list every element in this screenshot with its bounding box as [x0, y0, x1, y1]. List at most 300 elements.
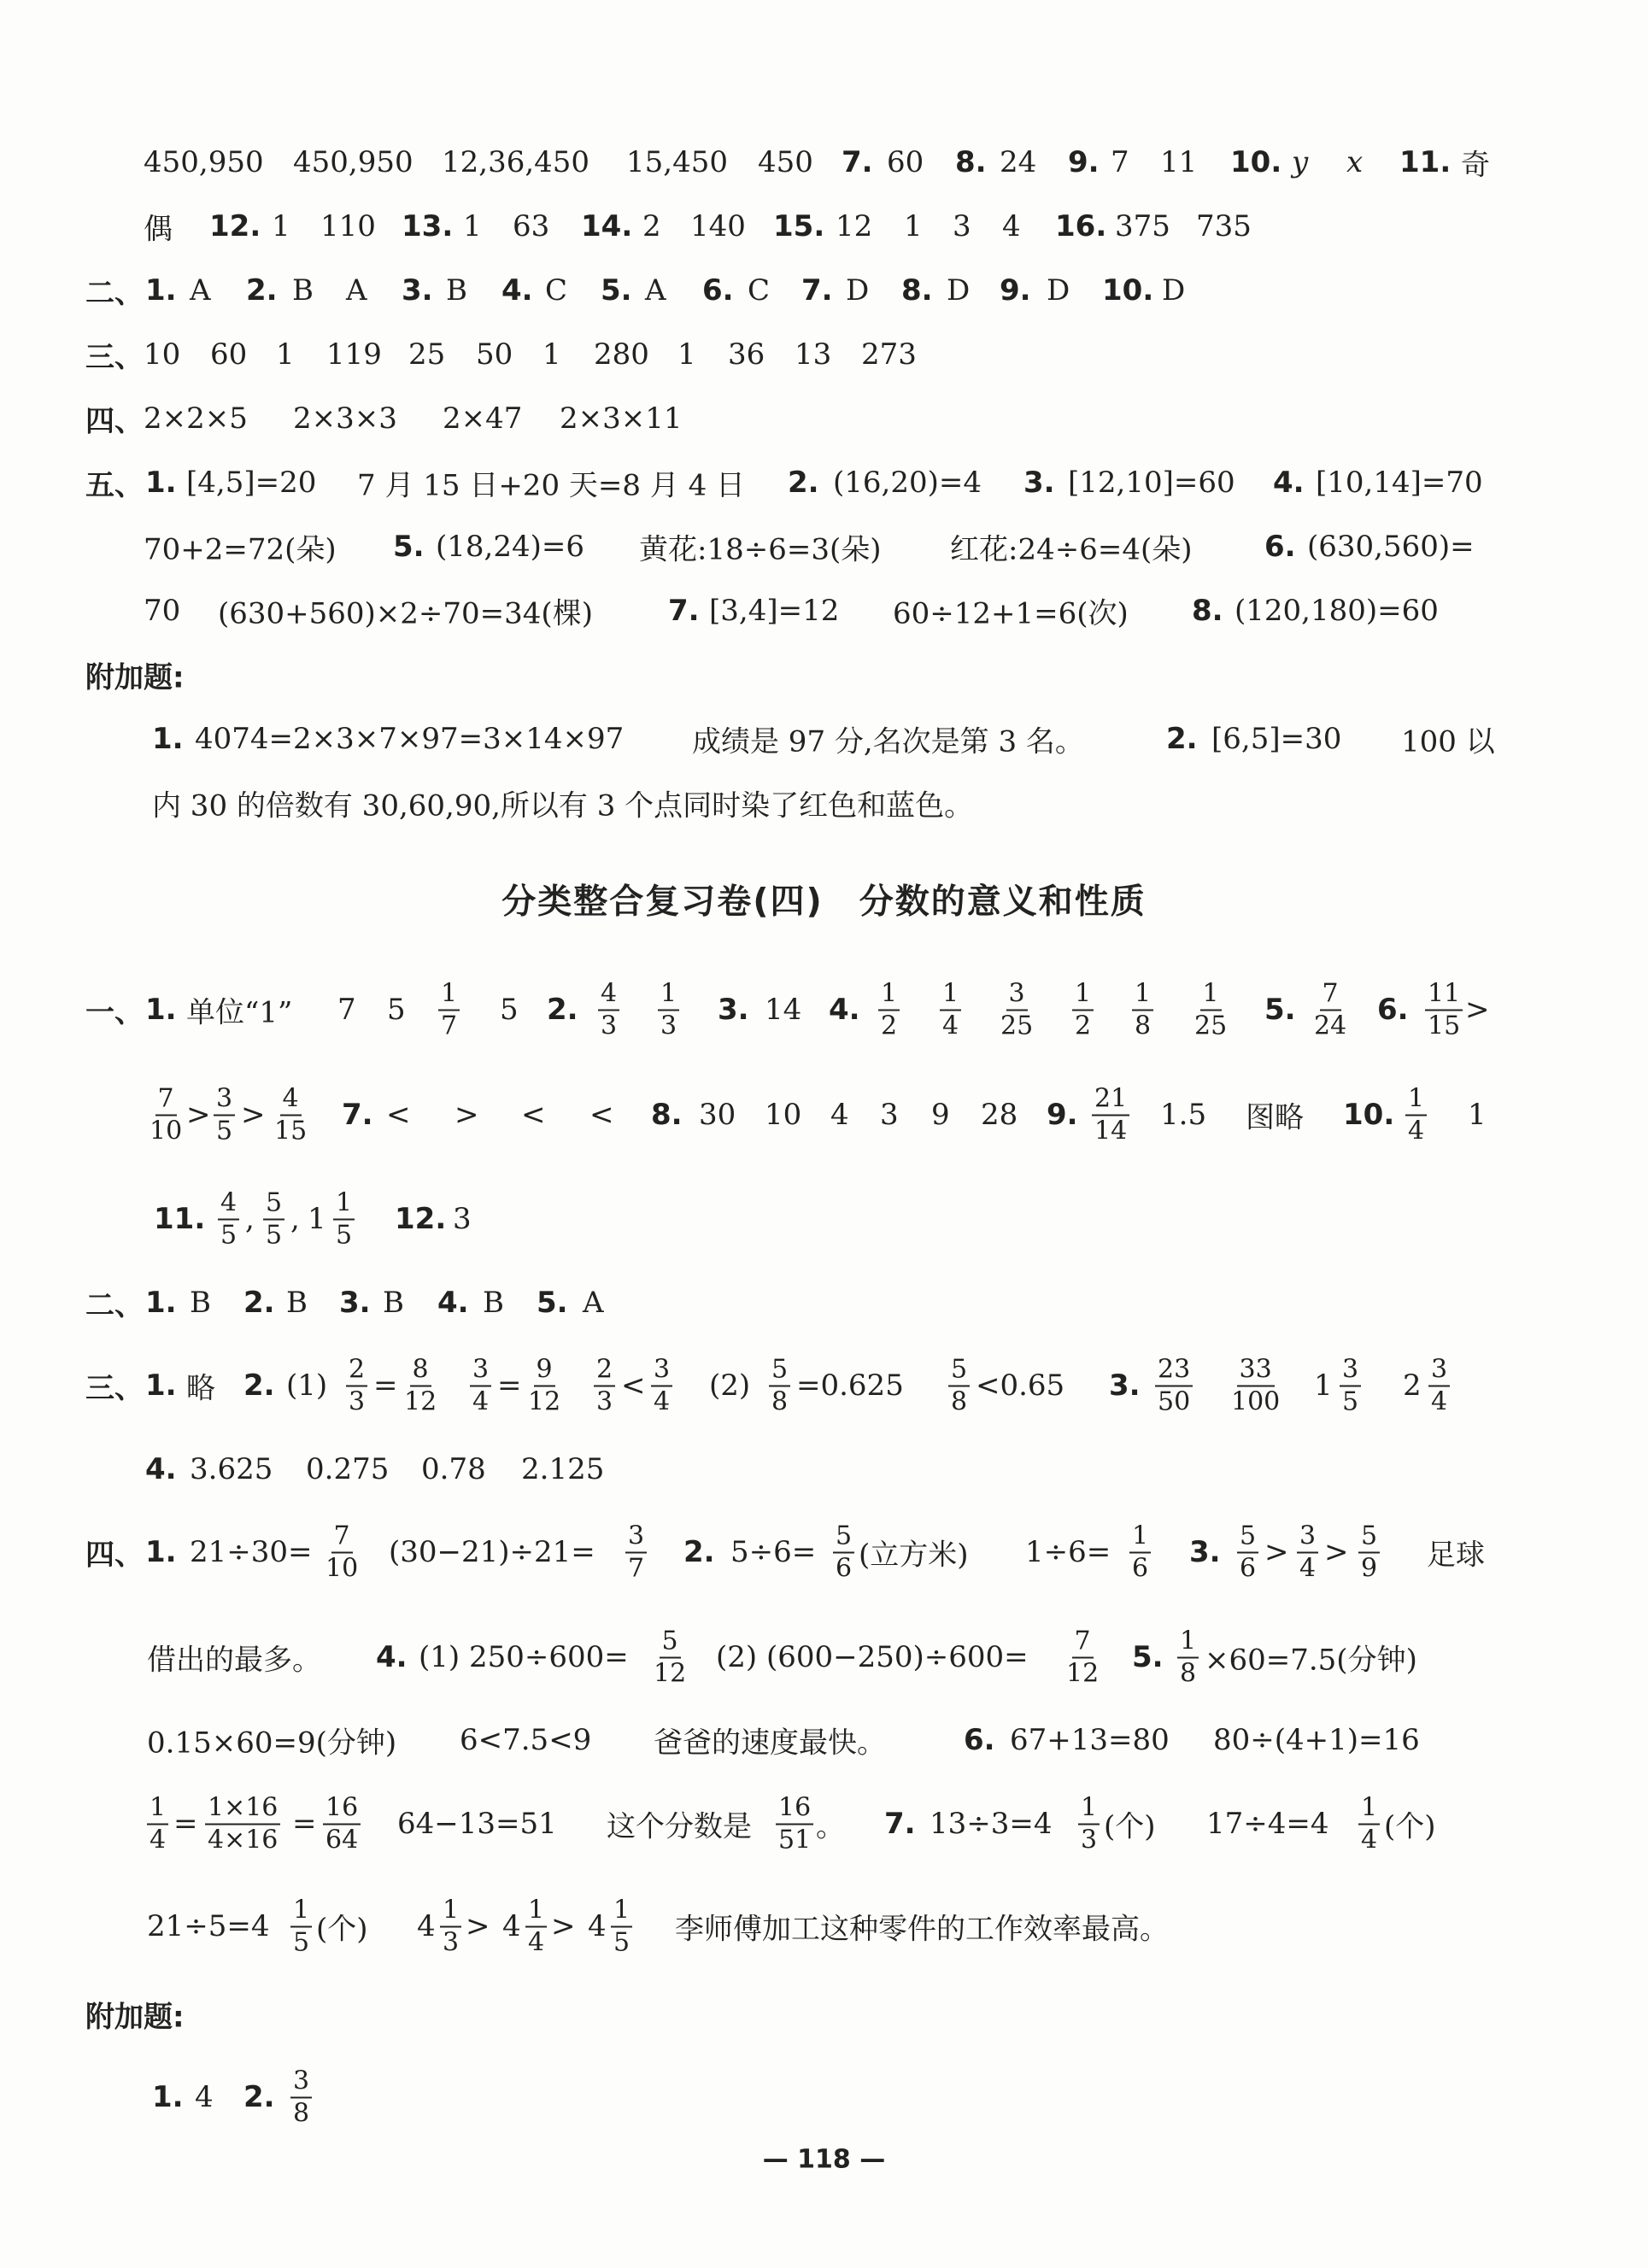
answer: 14 — [765, 993, 802, 1027]
answer: 50 — [476, 337, 513, 372]
answer: [3,4]=12 — [709, 594, 840, 628]
denominator: 8 — [1135, 1011, 1152, 1040]
numerator: 1 — [878, 981, 900, 1011]
question-number: 11. — [1399, 145, 1452, 179]
answer: 红花:24÷6=4(朵) — [950, 532, 1193, 567]
answer: 3 — [953, 209, 971, 243]
answer: (2) (600−250)÷600= — [716, 1640, 1029, 1674]
answer: 1 — [272, 209, 290, 243]
numerator: 1 — [1078, 1795, 1100, 1826]
denominator: 8 — [1180, 1658, 1197, 1688]
numerator: 4 — [280, 1086, 302, 1116]
question-number: 2. — [243, 1286, 275, 1320]
whole-number: 4 — [417, 1909, 436, 1943]
fraction — [323, 1792, 361, 1855]
answer: 30 — [699, 1098, 736, 1132]
fraction — [147, 1083, 185, 1146]
denominator: 6 — [1240, 1553, 1257, 1583]
numerator: 1 — [147, 1795, 168, 1826]
question-number: 1. — [145, 993, 177, 1027]
answer: (18,24)=6 — [436, 530, 584, 564]
numerator: 16 — [776, 1795, 813, 1826]
fraction — [651, 1354, 672, 1416]
denominator: 3 — [349, 1386, 366, 1416]
answer: 略 — [186, 1371, 215, 1406]
denominator: 4 — [150, 1825, 167, 1855]
question-number: 6. — [1264, 530, 1296, 564]
answer: 5 — [387, 993, 406, 1027]
question-number: 15. — [773, 209, 825, 243]
answer: A — [190, 273, 211, 308]
answer: 0.78 — [421, 1452, 486, 1486]
answer: 4 — [830, 1098, 849, 1132]
question-number: 1. — [152, 722, 184, 756]
answer: 7 — [337, 993, 356, 1027]
question-number: 3. — [1189, 1535, 1221, 1569]
answer: 爸爸的速度最快。 — [654, 1726, 886, 1761]
answer: 奇 — [1461, 148, 1490, 183]
answer: B — [483, 1286, 504, 1320]
fraction — [346, 1354, 367, 1416]
answer: 17÷4=4 — [1206, 1807, 1329, 1841]
symbol: < — [386, 1098, 411, 1132]
answer: 21÷30= — [190, 1535, 313, 1569]
section-label: 四、 — [85, 404, 144, 439]
question-number: 2. — [683, 1535, 715, 1569]
whole-number: 4 — [588, 1909, 607, 1943]
question-number: 1. — [145, 1368, 177, 1403]
symbol: > — [1324, 1535, 1349, 1569]
fraction — [214, 1083, 235, 1146]
answer: 100 以 — [1401, 724, 1495, 759]
denominator: 51 — [778, 1825, 812, 1855]
numerator: 8 — [410, 1357, 431, 1387]
question-number: 16. — [1055, 209, 1107, 243]
answer: 4 — [195, 2080, 214, 2114]
question-number: 8. — [651, 1098, 683, 1132]
denominator: 6 — [836, 1553, 853, 1583]
question-number: 7. — [668, 594, 700, 628]
answer: 21÷5=4 — [147, 1909, 270, 1943]
fraction — [333, 1187, 355, 1250]
numerator: 1 — [438, 981, 460, 1011]
denominator: 7 — [628, 1553, 645, 1583]
question-number: 1. — [145, 1286, 177, 1320]
answer: 450,950 — [144, 145, 264, 179]
fraction — [776, 1792, 813, 1855]
denominator: 4 — [942, 1011, 959, 1040]
numerator: 3 — [1340, 1357, 1361, 1387]
denominator: 4 — [1299, 1553, 1317, 1583]
answer: (16,20)=4 — [833, 466, 982, 500]
answer: 黄花:18÷6=3(朵) — [639, 532, 882, 567]
answer: [10,14]=70 — [1316, 466, 1483, 500]
question-number: 4. — [376, 1640, 408, 1674]
answer: 25 — [408, 337, 446, 372]
answer: 1 — [1468, 1098, 1487, 1132]
answer: 2.125 — [521, 1452, 605, 1486]
answer: A — [346, 273, 367, 308]
numerator: 1 — [611, 1897, 632, 1928]
answer: B — [190, 1286, 211, 1320]
question-number: 5. — [393, 530, 425, 564]
answer: 10 — [765, 1098, 802, 1132]
question-number: 7. — [842, 145, 873, 179]
answer: 足球 — [1427, 1538, 1485, 1573]
fraction — [205, 1792, 280, 1855]
fraction — [1092, 1083, 1129, 1146]
denominator: 3 — [443, 1927, 460, 1957]
question-number: 4. — [501, 273, 533, 308]
symbol: > — [1465, 993, 1490, 1027]
question-number: 6. — [702, 273, 734, 308]
answer: (个) — [1384, 1809, 1436, 1844]
answer: 15,450 — [626, 145, 728, 179]
denominator: 9 — [1361, 1553, 1378, 1583]
fraction — [598, 978, 619, 1040]
symbol: < — [521, 1098, 546, 1132]
question-number: 3. — [402, 273, 433, 308]
answer: 7 月 15 日+20 天=8 月 4 日 — [357, 468, 746, 503]
denominator: 5 — [216, 1116, 233, 1146]
answer: 280 — [594, 337, 649, 372]
question-number: 5. — [601, 273, 632, 308]
whole-number: 1 — [308, 1202, 326, 1236]
fraction — [1229, 1354, 1282, 1416]
answer: B — [292, 273, 314, 308]
answer: D — [846, 273, 870, 308]
numerator: 2 — [594, 1357, 615, 1387]
answer: 64−13=51 — [397, 1807, 557, 1841]
fraction — [833, 1523, 854, 1582]
question-number: 4. — [145, 1452, 177, 1486]
answer: 67+13=80 — [1010, 1723, 1170, 1757]
fraction — [769, 1354, 790, 1416]
answer: 5÷6= — [730, 1535, 817, 1569]
denominator: 12 — [654, 1658, 687, 1688]
answer: ×60=7.5(分钟) — [1205, 1643, 1417, 1678]
fraction — [1132, 978, 1153, 1040]
denominator: 4 — [528, 1927, 545, 1957]
question-number: 6. — [1377, 993, 1409, 1027]
numerator: 5 — [660, 1628, 681, 1659]
denominator: 8 — [771, 1386, 789, 1416]
denominator: 4 — [1408, 1116, 1425, 1146]
denominator: 24 — [1314, 1011, 1347, 1040]
numerator: 1 — [1358, 1795, 1380, 1826]
answer: 1 — [463, 209, 482, 243]
answer: B — [286, 1286, 308, 1320]
answer: 图略 — [1246, 1100, 1304, 1135]
denominator: 25 — [1194, 1011, 1228, 1040]
denominator: 100 — [1231, 1386, 1281, 1416]
question-number: 1. — [145, 1535, 177, 1569]
fraction — [1358, 1523, 1380, 1582]
numerator: 3 — [470, 1357, 491, 1387]
question-number: 10. — [1102, 273, 1154, 308]
question-number: 7. — [342, 1098, 373, 1132]
fraction — [658, 978, 679, 1040]
answer: 3 — [453, 1202, 472, 1236]
numerator: 21 — [1092, 1086, 1129, 1116]
numerator: 5 — [1358, 1523, 1380, 1554]
denominator: 6 — [1132, 1553, 1149, 1583]
numerator: 7 — [1320, 981, 1341, 1011]
symbol: , — [290, 1202, 300, 1236]
numerator: 3 — [625, 1523, 647, 1554]
answer: D — [1162, 273, 1186, 308]
answer: y — [1292, 145, 1309, 179]
numerator: 1×16 — [205, 1795, 280, 1826]
numerator: 1 — [940, 981, 961, 1011]
section-label: 三、 — [85, 1371, 144, 1406]
denominator: 12 — [528, 1386, 561, 1416]
numerator: 1 — [1132, 981, 1153, 1011]
question-number: 8. — [901, 273, 933, 308]
question-number: 9. — [1047, 1098, 1078, 1132]
denominator: 14 — [1094, 1116, 1128, 1146]
answer: (30−21)÷21= — [389, 1535, 595, 1569]
fraction — [323, 1523, 361, 1582]
page-number: — 118 — — [762, 2144, 886, 2175]
question-number: 6. — [964, 1723, 995, 1757]
numerator: 1 — [333, 1190, 355, 1221]
answer: =0.625 — [796, 1368, 904, 1403]
answer: 36 — [728, 337, 765, 372]
fraction — [1311, 978, 1349, 1040]
answer: 60÷12+1=6(次) — [893, 596, 1129, 631]
symbol: = — [373, 1368, 398, 1403]
question-number: 3. — [339, 1286, 371, 1320]
symbol: = — [292, 1807, 317, 1841]
question-number: 12. — [395, 1202, 447, 1236]
answer: 5 — [500, 993, 519, 1027]
question-number: 11. — [154, 1202, 206, 1236]
numerator: 5 — [1237, 1523, 1258, 1554]
answer: 1.5 — [1160, 1098, 1207, 1132]
question-number: 8. — [955, 145, 987, 179]
answer: 9 — [931, 1098, 950, 1132]
numerator: 11 — [1425, 981, 1463, 1011]
answer: 1 — [904, 209, 923, 243]
answer: (630+560)×2÷70=34(棵) — [218, 596, 593, 631]
whole-number: 1 — [1314, 1368, 1333, 1403]
numerator: 5 — [833, 1523, 854, 1554]
fraction — [878, 978, 900, 1040]
fraction — [998, 978, 1035, 1040]
symbol: > — [186, 1098, 211, 1132]
answer: (个) — [316, 1912, 368, 1947]
symbol: > — [455, 1098, 479, 1132]
numerator: 2 — [346, 1357, 367, 1387]
question-number: 12. — [209, 209, 261, 243]
fraction — [1072, 978, 1094, 1040]
question-number: 10. — [1343, 1098, 1395, 1132]
answer: 1 — [542, 337, 561, 372]
denominator: 4 — [1361, 1825, 1378, 1855]
denominator: 3 — [660, 1011, 677, 1040]
denominator: 10 — [325, 1553, 359, 1583]
answer: 1 — [276, 337, 295, 372]
question-number: 5. — [537, 1286, 568, 1320]
numerator: 5 — [769, 1357, 790, 1387]
answer: x — [1346, 145, 1364, 179]
numerator: 1 — [440, 1897, 461, 1928]
fraction — [1297, 1523, 1318, 1582]
answer: [4,5]=20 — [186, 466, 317, 500]
answer: (个) — [1104, 1809, 1156, 1844]
answer: 110 — [320, 209, 376, 243]
answer: 140 — [690, 209, 746, 243]
section-label: 四、 — [85, 1538, 144, 1573]
denominator: 50 — [1158, 1386, 1191, 1416]
fraction — [1064, 1628, 1101, 1687]
fraction — [263, 1187, 284, 1250]
question-number: 3. — [718, 993, 749, 1027]
answer: D — [947, 273, 971, 308]
symbol: > — [466, 1909, 490, 1943]
denominator: 15 — [1428, 1011, 1461, 1040]
numerator: 3 — [1006, 981, 1028, 1011]
question-number: 1. — [152, 2080, 184, 2114]
section-label: 三、 — [85, 340, 144, 375]
answer: 273 — [861, 337, 917, 372]
answer: (120,180)=60 — [1235, 594, 1439, 628]
symbol: > — [241, 1098, 266, 1132]
denominator: 3 — [1081, 1825, 1098, 1855]
numerator: 16 — [323, 1795, 361, 1826]
question-number: 13. — [402, 209, 454, 243]
numerator: 1 — [1177, 1628, 1199, 1659]
fraction — [290, 1897, 312, 1956]
answer: 28 — [981, 1098, 1018, 1132]
answer: 1 — [677, 337, 696, 372]
answer: D — [1047, 273, 1070, 308]
answer: 2×3×11 — [560, 401, 683, 436]
question-number: 7. — [884, 1807, 916, 1841]
question-number: 2. — [1166, 722, 1198, 756]
section-label: 二、 — [85, 276, 144, 311]
section-title: 分类整合复习卷(四) 分数的意义和性质 — [501, 882, 1147, 922]
symbol: = — [173, 1807, 198, 1841]
denominator: 4 — [472, 1386, 490, 1416]
question-number: 9. — [1000, 273, 1031, 308]
denominator: 4 — [1431, 1386, 1448, 1416]
denominator: 8 — [293, 2098, 310, 2128]
extra-label: 附加题: — [85, 660, 185, 695]
symbol: > — [1264, 1535, 1289, 1569]
fraction — [290, 2068, 312, 2127]
denominator: 64 — [325, 1825, 359, 1855]
question-number: 2. — [246, 273, 278, 308]
denominator: 5 — [1342, 1386, 1359, 1416]
numerator: 1 — [1072, 981, 1094, 1011]
fraction — [1129, 1523, 1151, 1582]
numerator: 1 — [1405, 1086, 1427, 1116]
fraction — [272, 1083, 309, 1146]
question-number: 2. — [788, 466, 819, 500]
fraction — [1078, 1792, 1100, 1855]
numerator: 1 — [1129, 1523, 1151, 1554]
answer: 2×47 — [443, 401, 523, 436]
answer: 60 — [210, 337, 248, 372]
numerator: 7 — [155, 1086, 177, 1116]
numerator: 7 — [1072, 1628, 1094, 1659]
question-number: 5. — [1264, 993, 1296, 1027]
denominator: 12 — [404, 1386, 437, 1416]
numerator: 1 — [658, 981, 679, 1011]
numerator: 3 — [1297, 1523, 1318, 1554]
numerator: 7 — [331, 1523, 353, 1554]
question-number: 2. — [243, 2080, 275, 2114]
answer: 70 — [144, 594, 181, 628]
symbol: < — [621, 1368, 646, 1403]
answer: 375 — [1115, 209, 1170, 243]
answer: [6,5]=30 — [1211, 722, 1342, 756]
answer: 735 — [1196, 209, 1252, 243]
answer: [12,10]=60 — [1068, 466, 1235, 500]
section-label: 五、 — [85, 468, 144, 503]
symbol: = — [497, 1368, 522, 1403]
question-number: 14. — [581, 209, 633, 243]
answer: 11 — [1160, 145, 1198, 179]
answer: 3 — [880, 1098, 899, 1132]
answer: 60 — [887, 145, 924, 179]
answer: 0.275 — [306, 1452, 390, 1486]
fraction — [1428, 1354, 1450, 1416]
answer: <0.65 — [976, 1368, 1065, 1403]
question-number: 9. — [1068, 145, 1100, 179]
symbol: < — [589, 1098, 614, 1132]
question-number: 2. — [547, 993, 578, 1027]
denominator: 3 — [596, 1386, 613, 1416]
question-number: 3. — [1023, 466, 1055, 500]
answer: 13 — [795, 337, 832, 372]
denominator: 2 — [881, 1011, 898, 1040]
denominator: 2 — [1075, 1011, 1092, 1040]
numerator: 3 — [290, 2068, 312, 2099]
answer: (立方米) — [859, 1538, 969, 1573]
answer: (1) — [286, 1368, 328, 1403]
denominator: 5 — [613, 1927, 630, 1957]
fraction — [1177, 1628, 1199, 1687]
fraction — [1405, 1083, 1427, 1146]
fraction — [470, 1354, 491, 1416]
fraction — [940, 978, 961, 1040]
answer: 80÷(4+1)=16 — [1213, 1723, 1420, 1757]
question-number: 10. — [1230, 145, 1282, 179]
denominator: 5 — [266, 1220, 283, 1250]
question-number: 2. — [243, 1368, 275, 1403]
symbol: > — [551, 1909, 576, 1943]
numerator: 1 — [290, 1897, 312, 1928]
answer: 借出的最多。 — [147, 1643, 321, 1678]
answer: 2×3×3 — [293, 401, 397, 436]
answer: (630,560)= — [1307, 530, 1475, 564]
symbol: , — [245, 1202, 255, 1236]
answer: 这个分数是 — [607, 1809, 752, 1844]
fraction — [1425, 978, 1463, 1040]
answer: 10 — [144, 337, 181, 372]
denominator: 4×16 — [208, 1825, 279, 1855]
question-number: 4. — [1273, 466, 1305, 500]
answer: 李师傅加工这种零件的工作效率最高。 — [675, 1912, 1169, 1947]
fraction — [1237, 1523, 1258, 1582]
numerator: 4 — [598, 981, 619, 1011]
answer: 70+2=72(朵) — [144, 532, 337, 567]
answer: B — [446, 273, 467, 308]
numerator: 3 — [651, 1357, 672, 1387]
